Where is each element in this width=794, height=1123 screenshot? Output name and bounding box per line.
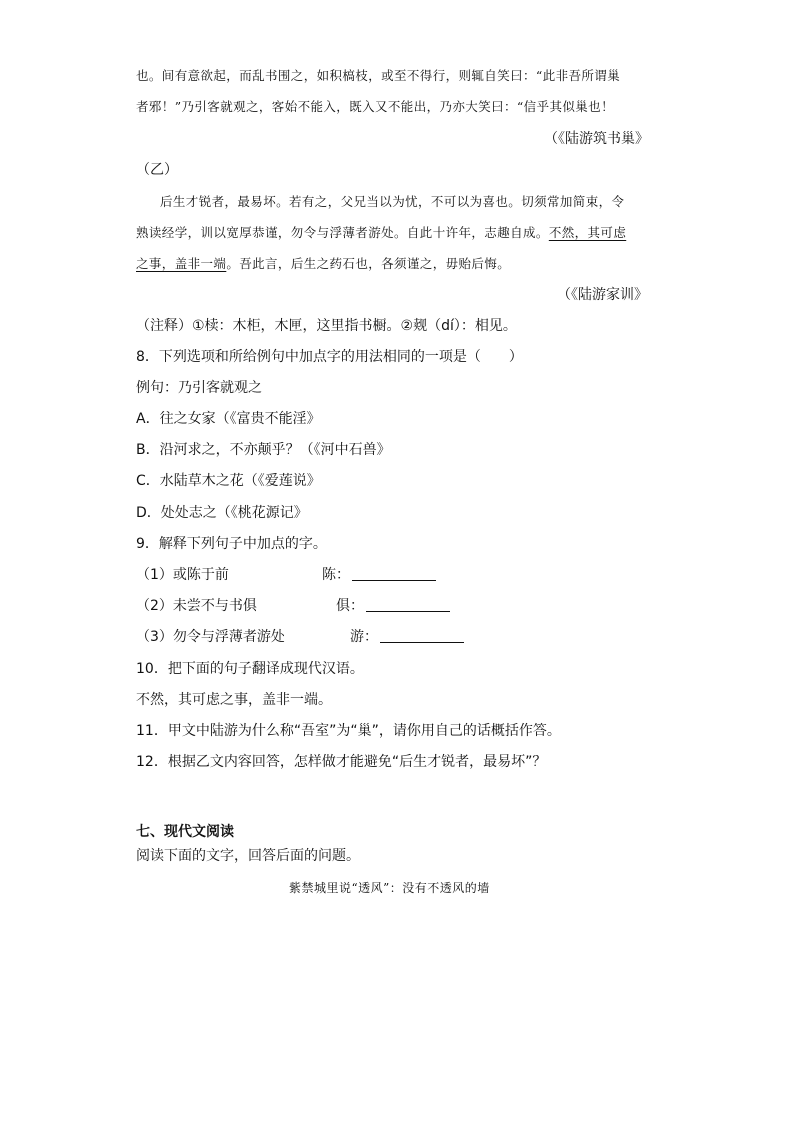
section-7-instruction: 阅读下面的文字，回答后面的问题。 (136, 848, 360, 864)
annotation-note: （注释）①椟：木柜，木匣，这里指书橱。②觌（dí）：相见。 (136, 318, 517, 334)
question-8-example: 例句：乃引客就观之 (136, 380, 262, 396)
passage-yi-line3 (136, 254, 510, 274)
question-9-item-2-answer (336, 596, 450, 616)
passage-yi-line2 (136, 223, 626, 243)
passage-jia-line2: 者邪！”乃引客就观之，客始不能入，既入又不能出，乃亦大笑曰：“信乎其似巢也！ (136, 99, 614, 114)
question-11: 11．甲文中陆游为什么称“吾室”为“巢”，请你用自己的话概括作答。 (136, 723, 561, 739)
passage-yi-label: （乙） (136, 162, 178, 178)
question-8-option-c: C．水陆草木之花（《爱莲说》 (136, 473, 321, 489)
passage-jia-line1: 也。间有意欲起，而乱书围之，如积槁枝，或至不得行，则辄自笑曰：“此非吾所谓巢 (136, 68, 621, 83)
question-9-item-3-word: 游： (350, 629, 378, 645)
question-9-stem: 9．解释下列句子中加点的字。 (136, 536, 327, 552)
question-10-stem: 10．把下面的句子翻译成现代汉语。 (136, 661, 364, 677)
question-9-item-1-word: 陈： (322, 567, 350, 583)
question-8-stem: 8．下列选项和所给例句中加点字的用法相同的一项是（ ） (136, 349, 523, 365)
question-9-item-2-word: 俱： (336, 598, 364, 614)
answer-blank-3[interactable] (380, 628, 464, 643)
question-12: 12．根据乙文内容回答，怎样做才能避免“后生才锐者，最易坏”？ (136, 754, 547, 770)
answer-blank-2[interactable] (366, 597, 450, 612)
question-8-option-b: B．沿河求之，不亦颠乎？（《河中石兽》 (136, 442, 391, 458)
passage-yi-line3-plain: 。吾此言，后生之药石也，各须谨之，毋贻后悔。 (226, 256, 511, 271)
passage-yi-line2-plain: 熟读经学，训以宽厚恭谨，勿令与浮薄者游处。自此十许年，志趣自成。 (136, 225, 549, 240)
passage-yi-line2-underlined: 不然，其可虑 (548, 225, 627, 240)
question-9-item-3-answer (350, 627, 464, 647)
passage-yi-source: （《陆游家训》 (557, 287, 648, 303)
question-9-item-3: （3）勿令与浮薄者游处 (136, 629, 285, 645)
question-10-sentence: 不然，其可虑之事，盖非一端。 (136, 692, 332, 708)
question-8-option-a: A．往之女家（《富贵不能淫》 (136, 411, 321, 427)
passage-yi-line3-underlined: 之事，盖非一端 (136, 256, 227, 271)
passage-yi-line1: 后生才锐者，最易坏。若有之，父兄当以为忧，不可以为喜也。切须常加简束，令 (160, 194, 625, 209)
article-title: 紫禁城里说“透风”：没有不透风的墙 (289, 881, 490, 895)
passage-jia-source: （《陆游筑书巢》 (544, 131, 649, 147)
question-9-item-2: （2）未尝不与书俱 (136, 598, 257, 614)
question-9-item-1: （1）或陈于前 (136, 567, 229, 583)
answer-blank-1[interactable] (352, 566, 436, 581)
question-8-option-d: D．处处志之（《桃花源记》 (136, 505, 308, 521)
section-7-heading: 七、现代文阅读 (136, 824, 234, 840)
question-9-item-1-answer (322, 565, 436, 585)
